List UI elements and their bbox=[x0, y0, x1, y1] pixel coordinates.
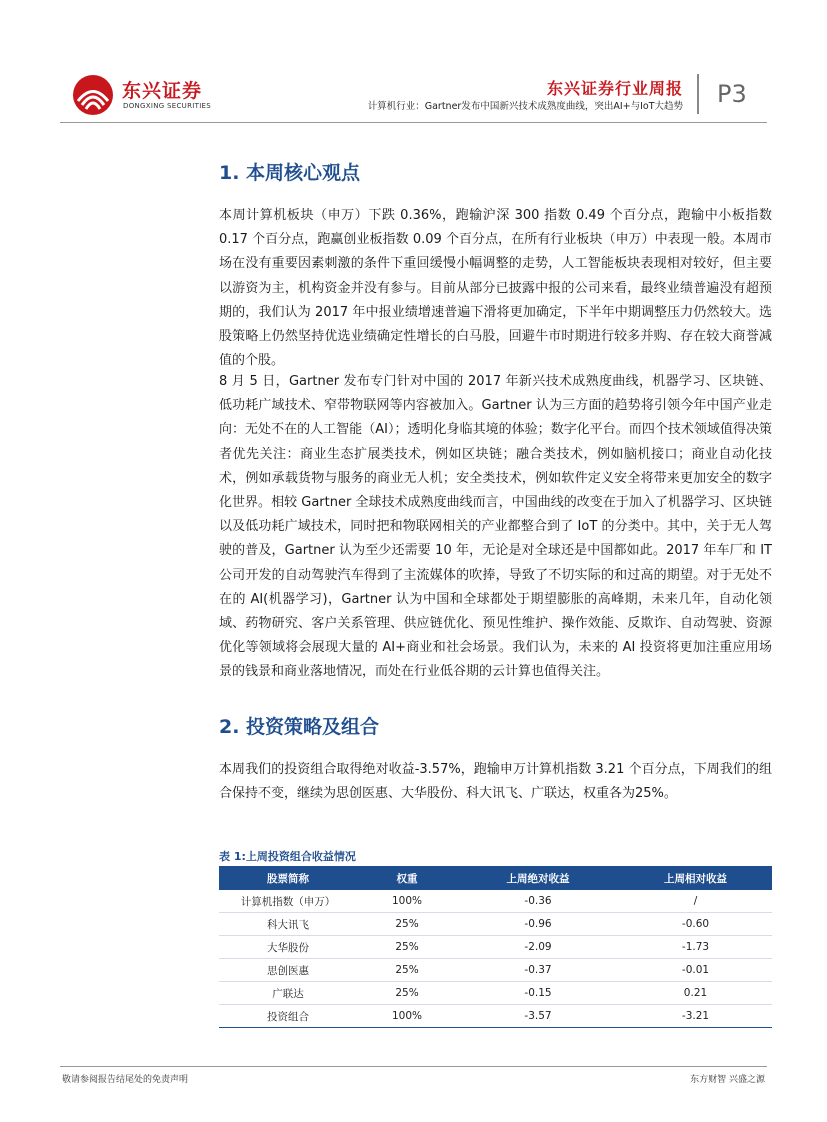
section-1-paragraph-1: 本周计算机板块（申万）下跌 0.36%，跑输沪深 300 指数 0.49 个百分点，跑输中小板指数 0.17 个百分点，跑赢创业板指数 0.09 个百分点，在所有行业板块（申万）中表现一般。本周市场在没有重要因素刺激的条件下重回缓慢小幅调整的走势，人工智能板块表现相对较好，但主要以游资为主，机构资金并没有参与。目前从部分已披露中报的公司来看，最终业绩普遍没有超预期的，我们认为 2017 年中报业绩增速普遍下滑将更加确定，下半年中期调整压力仍然较大。选股策略上仍然坚持优选业绩确定性增长的白马股，回避牛市时期进行较多并购、存在较大商誉减值的个股。 bbox=[219, 208, 772, 369]
cell-stock-name: 科大讯飞 bbox=[219, 913, 357, 936]
report-type: 东兴证券行业周报 bbox=[546, 79, 683, 98]
cell-relative-return: -3.21 bbox=[619, 1005, 772, 1028]
portfolio-return-table bbox=[219, 866, 772, 1028]
cell-weight: 25% bbox=[357, 959, 457, 982]
cell-absolute-return: -0.37 bbox=[457, 959, 619, 982]
cell-absolute-return: -0.36 bbox=[457, 890, 619, 913]
header-relative-return: 上周相对收益 bbox=[619, 866, 772, 890]
header-stock-name: 股票简称 bbox=[219, 866, 357, 890]
cell-weight: 25% bbox=[357, 982, 457, 1005]
cell-absolute-return: -0.15 bbox=[457, 982, 619, 1005]
cell-relative-return: / bbox=[619, 890, 772, 913]
cell-weight: 100% bbox=[357, 890, 457, 913]
table-caption: 表 1:上周投资组合收益情况 bbox=[219, 850, 356, 863]
cell-relative-return: -0.60 bbox=[619, 913, 772, 936]
logo-chinese-name: 东兴证券 bbox=[122, 80, 203, 102]
disclaimer-note: 敬请参阅报告结尾处的免责声明 bbox=[62, 1075, 189, 1085]
cell-stock-name: 计算机指数（申万） bbox=[219, 890, 357, 913]
section-2-paragraph: 本周我们的投资组合取得绝对收益-3.57%，跑输申万计算机指数 3.21 个百分点，下周我们的组合保持不变，继续为思创医惠、大华股份、科大讯飞、广联达，权重各为25%。 bbox=[219, 762, 772, 802]
report-subtitle: 计算机行业：Gartner发布中国新兴技术成熟度曲线，突出AI+与IoT大趋势 bbox=[367, 101, 683, 112]
page-header bbox=[0, 0, 827, 130]
cell-stock-name: 投资组合 bbox=[219, 1005, 357, 1028]
table-row bbox=[219, 982, 772, 1005]
cell-absolute-return: -0.96 bbox=[457, 913, 619, 936]
cell-relative-return: -1.73 bbox=[619, 936, 772, 959]
table-row bbox=[219, 936, 772, 959]
table-row bbox=[219, 1005, 772, 1028]
table-header-row bbox=[219, 866, 772, 890]
section-2-title: 2. 投资策略及组合 bbox=[219, 716, 380, 738]
header-absolute-return: 上周绝对收益 bbox=[457, 866, 619, 890]
cell-weight: 25% bbox=[357, 913, 457, 936]
dongxing-logo-icon bbox=[72, 74, 114, 116]
company-logo bbox=[72, 74, 282, 120]
cell-weight: 100% bbox=[357, 1005, 457, 1028]
cell-absolute-return: -3.57 bbox=[457, 1005, 619, 1028]
table-row bbox=[219, 913, 772, 936]
section-1-paragraph-2: 8 月 5 日，Gartner 发布专门针对中国的 2017 年新兴技术成熟度曲线，机器学习、区块链、低功耗广域技术、窄带物联网等内容被加入。Gartner 认为三方面的趋势将引领今年中国产业走向：无处不在的人工智能（AI）；透明化身临其境的体验；数字化平台。而四个技术领域值得决策者优先关注：商业生态扩展类技术，例如区块链；融合类技术，例如脑机接口；商业自动化技术，例如承载货物与服务的商业无人机；安全类技术，例如软件定义安全将带来更加安全的数字化世界。相较 Gartner 全球技术成熟度曲线而言，中国曲线的改变在于加入了机器学习、区块链以及低功耗广域技术，同时把和物联网相关的产业都整合到了 IoT 的分类中。其中，关于无人驾驶的普及，Gartner 认为至少还需要 10 年，无论是对全球还是中国都如此。2017 年车厂和 IT 公司开发的自动驾驶汽车得到了主流媒体的吹捧，导致了不切实际的和过高的期望。对于无处不在的 AI(机器学习)，Gartner 认为中国和全球都处于期望膨胀的高峰期，未来几年，自动化领域、药物研究、客户关系管理、供应链优化、预见性维护、操作效能、反欺诈、自动驾驶、资源优化等领域将会展现大量的 AI+商业和社会场景。我们认为，未来的 AI 投资将更加注重应用场景的钱景和商业落地情况，而处在行业低谷期的云计算也值得关注。 bbox=[219, 374, 772, 680]
header-weight: 权重 bbox=[357, 866, 457, 890]
cell-relative-return: 0.21 bbox=[619, 982, 772, 1005]
logo-english-name: DONGXING SECURITIES bbox=[123, 102, 212, 110]
header-divider bbox=[697, 74, 699, 114]
footer-rule bbox=[60, 1066, 767, 1067]
page-number: P3 bbox=[717, 80, 747, 108]
cell-relative-return: -0.01 bbox=[619, 959, 772, 982]
cell-weight: 25% bbox=[357, 936, 457, 959]
cell-stock-name: 广联达 bbox=[219, 982, 357, 1005]
section-1-title: 1. 本周核心观点 bbox=[219, 162, 361, 184]
cell-stock-name: 思创医惠 bbox=[219, 959, 357, 982]
header-rule bbox=[60, 122, 767, 123]
cell-absolute-return: -2.09 bbox=[457, 936, 619, 959]
cell-stock-name: 大华股份 bbox=[219, 936, 357, 959]
table-row bbox=[219, 959, 772, 982]
table-row bbox=[219, 890, 772, 913]
footer-slogan: 东方财智 兴盛之源 bbox=[690, 1075, 765, 1085]
